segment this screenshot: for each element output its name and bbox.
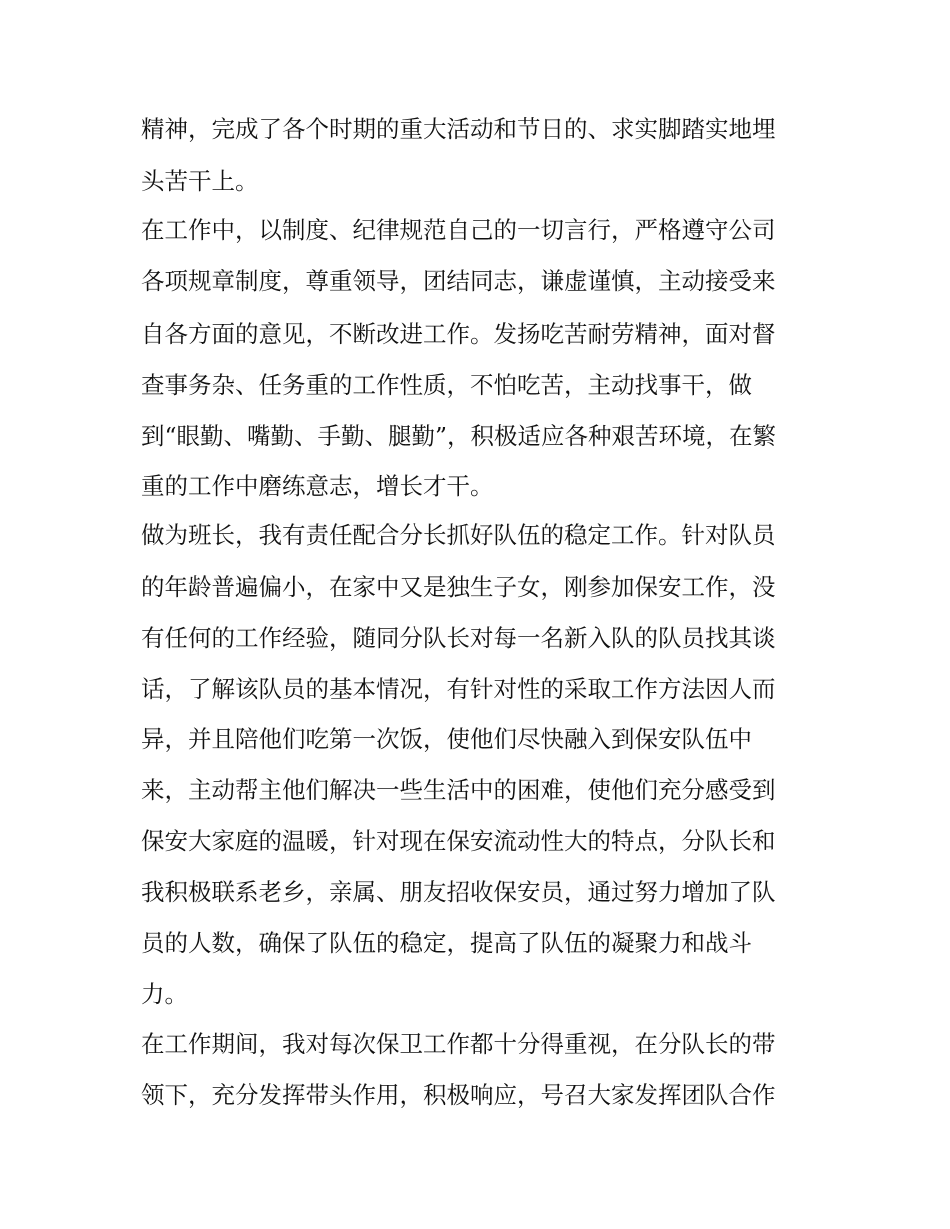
- text-line: 有任何的工作经验，随同分队长对每一名新入队的队员找其谈: [141, 624, 776, 652]
- text-line: 力。: [141, 980, 188, 1008]
- text-line: 话，了解该队员的基本情况，有针对性的采取工作方法因人而: [141, 675, 776, 703]
- text-line: 来，主动帮主他们解决一些生活中的困难，使他们充分感受到: [141, 776, 776, 804]
- text-line: 查事务杂、任务重的工作性质，不怕吃苦，主动找事干，做: [141, 371, 752, 399]
- text-line: 异，并且陪他们吃第一次饭，使他们尽快融入到保安队伍中: [141, 725, 752, 753]
- text-line: 自各方面的意见，不断改进工作。发扬吃苦耐劳精神，面对督: [141, 320, 776, 348]
- text-line: 到“眼勤、嘴勤、手勤、腿勤”，积极适应各种艰苦环境，在繁: [141, 422, 777, 450]
- text-line: 的年龄普遍偏小，在家中又是独生子女，刚参加保安工作，没: [141, 573, 776, 601]
- text-line: 领下，充分发挥带头作用，积极响应，号召大家发挥团队合作: [141, 1081, 776, 1109]
- text-line: 精神，完成了各个时期的重大活动和节日的、求实脚踏实地埋: [141, 115, 776, 143]
- text-line: 做为班长，我有责任配合分长抓好队伍的稳定工作。针对队员: [141, 521, 776, 549]
- text-line: 各项规章制度，尊重领导，团结同志，谦虚谨慎，主动接受来: [141, 267, 776, 295]
- text-line: 员的人数，确保了队伍的稳定，提高了队伍的凝聚力和战斗: [141, 929, 752, 957]
- text-line: 重的工作中磨练意志，增长才干。: [141, 472, 494, 500]
- text-line: 头苦干上。: [141, 167, 259, 195]
- text-line: 保安大家庭的温暖，针对现在保安流动性大的特点，分队长和: [141, 827, 776, 855]
- text-line: 在工作期间，我对每次保卫工作都十分得重视，在分队长的带: [141, 1030, 776, 1058]
- text-line: 在工作中，以制度、纪律规范自己的一切言行，严格遵守公司: [141, 216, 776, 244]
- text-line: 我积极联系老乡，亲属、朋友招收保安员，通过努力增加了队: [141, 878, 776, 906]
